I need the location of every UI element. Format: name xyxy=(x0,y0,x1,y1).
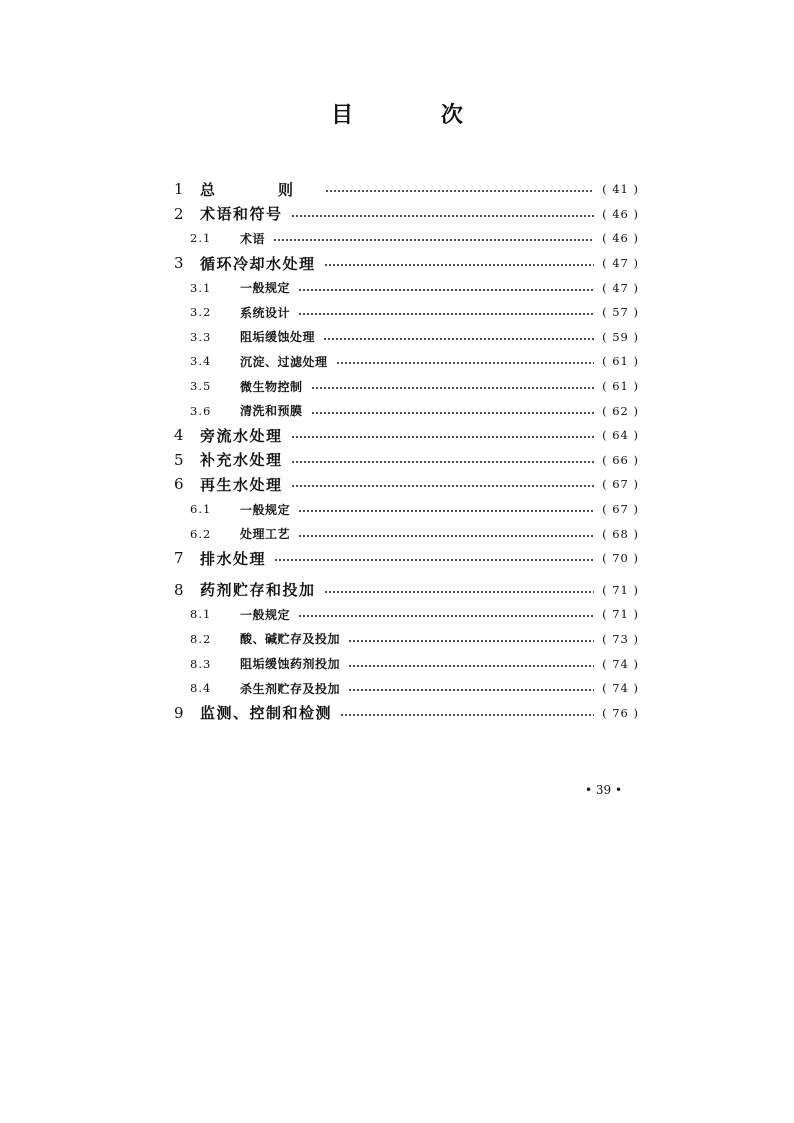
toc-entry-title: 再生水处理 xyxy=(200,475,283,494)
toc-entry[interactable] xyxy=(172,349,639,374)
toc-entry[interactable] xyxy=(172,423,639,448)
dot-leader xyxy=(298,289,594,291)
toc-entry-page: ( 64 ) xyxy=(602,428,639,443)
dot-leader xyxy=(324,264,595,266)
toc-entry-number: 6.1 xyxy=(190,502,212,517)
toc-entry-number: 3.5 xyxy=(190,379,212,394)
dot-leader xyxy=(273,239,594,241)
toc-entry-number: 8.1 xyxy=(190,607,212,622)
toc-entry-title: 补充水处理 xyxy=(200,451,283,470)
toc-entry[interactable] xyxy=(172,398,639,423)
toc-entry-page: ( 76 ) xyxy=(602,705,639,720)
toc-entry[interactable] xyxy=(172,226,639,251)
page-title: 目 次 xyxy=(331,103,503,128)
toc-entry[interactable] xyxy=(172,700,639,725)
toc-entry-number: 6 xyxy=(174,475,184,494)
toc-entry-title: 处理工艺 xyxy=(240,527,291,542)
toc-entry-title: 清洗和预膜 xyxy=(240,404,303,419)
toc-entry-number: 2.1 xyxy=(190,231,212,246)
toc-entry[interactable] xyxy=(172,325,639,350)
toc-entry[interactable] xyxy=(172,651,639,676)
toc-entry-number: 7 xyxy=(174,549,184,568)
dot-leader xyxy=(298,510,594,512)
toc-entry-number: 6.2 xyxy=(190,526,212,541)
toc-entry-number: 2 xyxy=(174,204,184,223)
toc-entry-number: 8.4 xyxy=(190,681,212,696)
toc-entry-page: ( 71 ) xyxy=(602,607,639,622)
toc-entry[interactable] xyxy=(172,448,639,473)
toc-entry-page: ( 62 ) xyxy=(602,403,639,418)
toc-entry-number: 3 xyxy=(174,254,184,273)
dot-leader xyxy=(325,190,594,192)
dot-leader xyxy=(298,615,594,617)
toc-entry-number: 9 xyxy=(174,703,184,722)
toc-entry[interactable] xyxy=(172,300,639,325)
toc-entry-title: 一般规定 xyxy=(240,502,291,517)
dot-leader xyxy=(323,338,594,340)
toc-entry-page: ( 66 ) xyxy=(602,452,639,467)
toc-entry-page: ( 46 ) xyxy=(602,231,639,246)
dot-leader xyxy=(311,412,595,414)
toc-entry[interactable] xyxy=(172,676,639,701)
toc-entry-page: ( 61 ) xyxy=(602,379,639,394)
toc-entry-number: 8 xyxy=(174,580,184,599)
toc-entry-title: 酸、碱贮存及投加 xyxy=(240,632,341,647)
toc-entry-number: 4 xyxy=(174,426,184,445)
toc-entry[interactable] xyxy=(172,177,639,202)
dot-leader xyxy=(348,689,594,691)
toc-entry-number: 3.3 xyxy=(190,329,212,344)
dot-leader xyxy=(298,535,594,537)
toc-entry-title: 监测、控制和检测 xyxy=(200,704,333,723)
toc-entry-page: ( 68 ) xyxy=(602,526,639,541)
toc-entry[interactable] xyxy=(172,521,639,546)
toc-entry[interactable] xyxy=(172,472,639,497)
toc-entry-title: 药剂贮存和投加 xyxy=(200,581,316,600)
toc-entry-title: 杀生剂贮存及投加 xyxy=(240,681,341,696)
toc-entry[interactable] xyxy=(172,497,639,522)
toc-entry[interactable] xyxy=(172,374,639,399)
toc-entry-title: 旁流水处理 xyxy=(200,426,283,445)
toc-entry-page: ( 67 ) xyxy=(602,502,639,517)
toc-entry-number: 3.2 xyxy=(190,305,212,320)
toc-entry[interactable] xyxy=(172,627,639,652)
toc-entry-page: ( 46 ) xyxy=(602,206,639,221)
toc-entry-number: 8.3 xyxy=(190,656,212,671)
toc-entry-title: 阻垢缓蚀处理 xyxy=(240,330,316,345)
toc-entry-title: 系统设计 xyxy=(240,305,291,320)
toc-entry-page: ( 61 ) xyxy=(602,354,639,369)
toc-entry[interactable] xyxy=(172,578,639,603)
toc-entry-number: 1 xyxy=(174,180,184,199)
dot-leader xyxy=(274,559,594,561)
toc-entry-page: ( 41 ) xyxy=(602,182,639,197)
dot-leader xyxy=(298,313,594,315)
toc-entry-page: ( 73 ) xyxy=(602,631,639,646)
toc-entry-page: ( 47 ) xyxy=(602,280,639,295)
toc-entry[interactable] xyxy=(172,546,639,571)
toc-entry[interactable] xyxy=(172,275,639,300)
dot-leader xyxy=(348,665,594,667)
toc-entry-title: 术语 xyxy=(240,231,266,246)
toc-entry-page: ( 67 ) xyxy=(602,477,639,492)
table-of-contents xyxy=(172,177,639,725)
toc-entry-number: 3.1 xyxy=(190,280,212,295)
toc-entry-title: 排水处理 xyxy=(200,549,267,568)
dot-leader xyxy=(291,461,595,463)
toc-entry-title: 循环冷却水处理 xyxy=(200,254,316,273)
toc-entry-page: ( 71 ) xyxy=(602,582,639,597)
toc-entry-page: ( 70 ) xyxy=(602,551,639,566)
toc-entry-title: 微生物控制 xyxy=(240,379,303,394)
toc-entry-title: 一般规定 xyxy=(240,281,291,296)
toc-entry-number: 3.6 xyxy=(190,403,212,418)
dot-leader xyxy=(291,215,595,217)
toc-entry-title: 术语和符号 xyxy=(200,205,283,224)
dot-leader xyxy=(311,387,595,389)
toc-entry[interactable] xyxy=(172,202,639,227)
toc-entry-page: ( 57 ) xyxy=(602,305,639,320)
toc-entry-title: 总 则 xyxy=(200,180,318,199)
toc-entry-title: 沉淀、过滤处理 xyxy=(240,354,328,369)
toc-entry-page: ( 74 ) xyxy=(602,656,639,671)
dot-leader xyxy=(291,485,595,487)
toc-entry-page: ( 74 ) xyxy=(602,681,639,696)
toc-entry-number: 5 xyxy=(174,450,184,469)
dot-leader xyxy=(336,362,595,364)
dot-leader xyxy=(291,436,595,438)
dot-leader xyxy=(348,640,594,642)
page-number: • 39 • xyxy=(585,783,623,797)
toc-entry[interactable] xyxy=(172,251,639,276)
toc-entry-title: 阻垢缓蚀药剂投加 xyxy=(240,657,341,672)
toc-entry[interactable] xyxy=(172,602,639,627)
toc-entry-number: 8.2 xyxy=(190,631,212,646)
dot-leader xyxy=(340,714,594,716)
toc-entry-page: ( 47 ) xyxy=(602,256,639,271)
toc-entry-page: ( 59 ) xyxy=(602,329,639,344)
dot-leader xyxy=(324,591,595,593)
toc-entry-title: 一般规定 xyxy=(240,607,291,622)
toc-entry-number: 3.4 xyxy=(190,354,212,369)
